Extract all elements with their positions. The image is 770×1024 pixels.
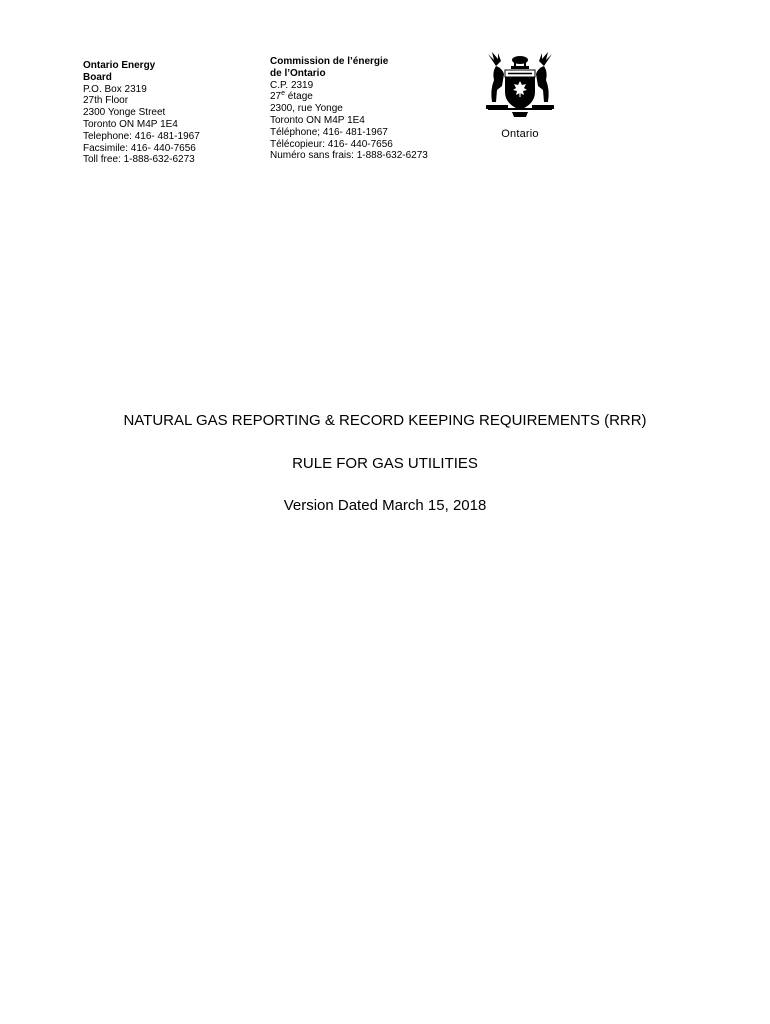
french-org-name: Commission de l’énergie	[270, 56, 389, 67]
ontario-wordmark: Ontario	[501, 128, 539, 140]
french-org-name-cont: de l’Ontario	[270, 67, 326, 79]
french-street: 2300, rue Yonge	[270, 103, 343, 115]
french-city: Toronto ON M4P 1E4	[270, 114, 365, 126]
document-title: NATURAL GAS REPORTING & RECORD KEEPING REQUIREMENTS (RRR)	[123, 412, 647, 429]
french-po-box: C.P. 2319	[270, 79, 314, 91]
english-po-box: P.O. Box 2319	[83, 83, 147, 95]
french-toll-free: Numéro sans frais: 1-888-632-6273	[270, 150, 428, 162]
english-toll-free: Toll free: 1-888-632-6273	[83, 154, 195, 166]
french-floor: 27e étage	[270, 90, 313, 103]
english-floor: 27th Floor	[83, 95, 129, 107]
english-telephone: Telephone: 416- 481-1967	[83, 130, 200, 142]
english-address-block	[83, 60, 200, 166]
document-version: Version Dated March 15, 2018	[283, 497, 487, 514]
document-subtitle: RULE FOR GAS UTILITIES	[292, 455, 478, 472]
french-address-block	[270, 56, 428, 162]
english-facsimile: Facsimile: 416- 440-7656	[83, 142, 196, 154]
english-org-name-cont: Board	[83, 71, 112, 83]
coat-of-arms-icon	[484, 50, 556, 130]
ontario-logo	[484, 50, 556, 142]
english-org-name: Ontario Energy	[83, 60, 156, 71]
french-facsimile: Télécopieur: 416- 440-7656	[270, 138, 393, 150]
french-telephone: Téléphone; 416- 481-1967	[270, 126, 388, 138]
english-street: 2300 Yonge Street	[83, 107, 166, 119]
english-city: Toronto ON M4P 1E4	[83, 118, 178, 130]
